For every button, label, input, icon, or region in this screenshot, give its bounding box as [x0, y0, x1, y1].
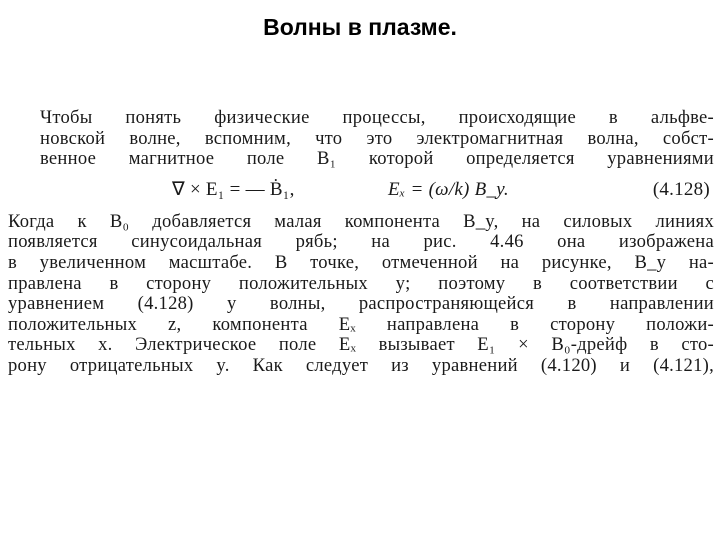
text-line: Когда к B₀ добавляется малая компонента B_y, на силовых линиях	[8, 210, 714, 232]
text-line: рону отрицательных y. Как следует из уравнений (4.120) и (4.121),	[8, 354, 714, 376]
text-line: положительных z, компонента Eₓ направлена в сторону положи-	[8, 313, 714, 335]
equation-rhs: Eₓ = (ω/k) B_y.	[388, 178, 509, 200]
text-line: венное магнитное поле B₁ которой определяется уравнениями	[40, 148, 714, 170]
slide-title: Волны в плазме.	[263, 14, 457, 40]
text-line: появляется синусоидальная рябь; на рис. 4.46 она изображена	[8, 231, 714, 253]
equation-4-128	[8, 174, 714, 206]
text-line: уравнением (4.128) у волны, распространяющейся в направлении	[8, 293, 714, 315]
text-line: правлена в сторону положительных y; поэтому в соответствии с	[8, 272, 714, 294]
paragraph-2	[8, 212, 714, 377]
scanned-text-block	[8, 108, 714, 377]
text-line: тельных x. Электрическое поле Eₓ вызывает E₁ × B₀-дрейф в сто-	[8, 334, 714, 356]
text-line: в увеличенном масштабе. В точке, отмеченной на рисунке, B_y на-	[8, 251, 714, 273]
equation-number: (4.128)	[652, 178, 710, 200]
equation-lhs: ∇ × E₁ = — Ḃ₁,	[172, 178, 295, 200]
text-line: новской волне, вспомним, что это электромагнитная волна, собст-	[40, 127, 714, 149]
text-line: Чтобы понять физические процессы, происходящие в альфве-	[40, 107, 714, 128]
paragraph-1	[8, 108, 714, 170]
